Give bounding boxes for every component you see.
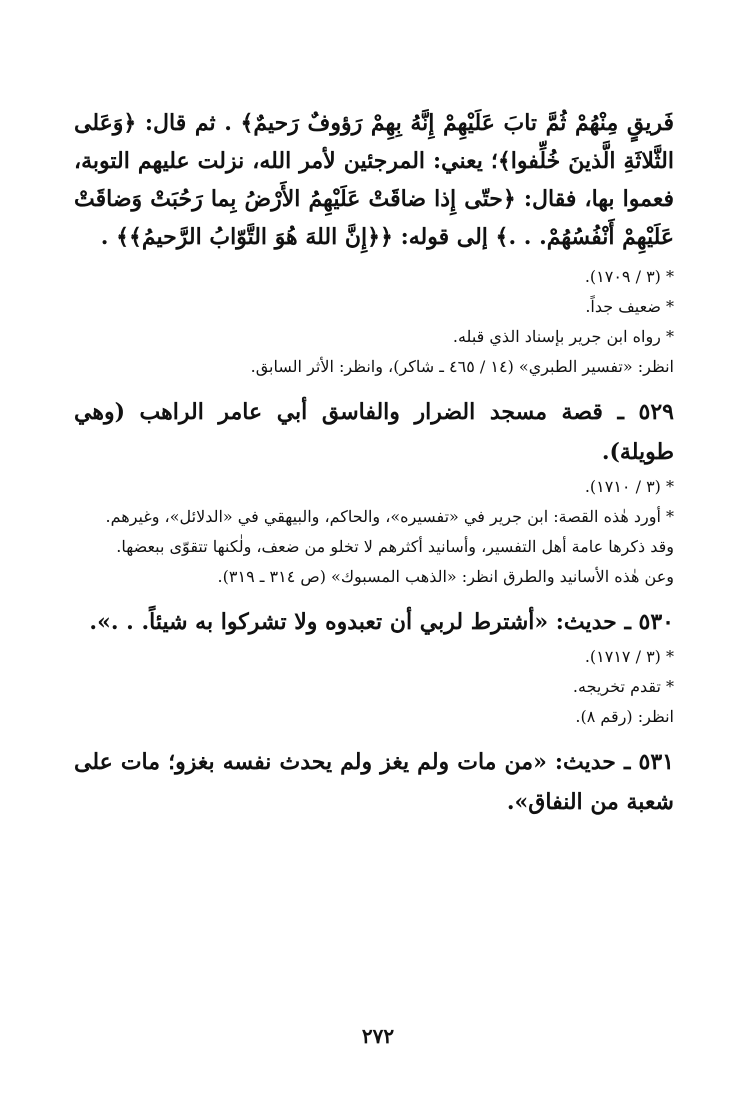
intro-paragraph: فَريقٍ مِنْهُمْ ثُمَّ تابَ عَلَيْهِمْ إِنَّهُ بِهِمْ رَؤوفٌ رَحيمٌ﴾ . ثم قال: ﴿وَعَلى الثَّلاثَةِ الَّذينَ خُلِّفوا﴾؛ يعني: المرجئين لأمر الله، نزلت عليهم التوبة، فعموا بها، فقال: ﴿حتّى إِذا ضاقَتْ عَلَيْهِمُ الأَرْضُ بِما رَحُبَتْ وَضاقَتْ عَلَيْهِمْ أَنْفُسُهُمْ. . .﴾ إلى قوله: ﴿﴿إِنَّ اللهَ هُوَ التَّوّابُ الرَّحيمُ﴾﴾ . [74,110,674,250]
heading-529: ٥٢٩ ـ قصة مسجد الضرار والفاسق أبي عامر الراهب (وهي طويلة). [74,399,674,465]
section-528-narration: * رواه ابن جرير بإسناد الذي قبله. [452,327,674,346]
section-528-grade: * ضعيف جداً. [585,297,674,316]
page-number: ٢٧٢ [361,1024,395,1048]
heading-530: ٥٣٠ ـ حديث: «أشترط لربي أن تعبدوه ولا تشركوا به شيئاً. . .». [89,609,674,635]
section-530-see-also: انظر: (رقم ٨). [575,707,674,726]
section-529-reference: * (٣ / ١٧١٠). [584,477,674,496]
heading-531: ٥٣١ ـ حديث: «من مات ولم يغز ولم يحدث نفسه بغزو؛ مات على شعبة من النفاق». [74,749,674,815]
section-529-text-2: وقد ذكرها عامة أهل التفسير، وأسانيد أكثرهم لا تخلو من ضعف، ولٰكنها تتقوّى ببعضها. [116,537,674,556]
section-530-reference: * (٣ / ١٧١٧). [584,647,674,666]
section-529-text-1: * أورد هٰذه القصة: ابن جرير في «تفسيره»، والحاكم، والبيهقي في «الدلائل»، وغيرهم. [105,507,674,526]
section-529-text-3: وعن هٰذه الأسانيد والطرق انظر: «الذهب المسبوك» (ص ٣١٤ ـ ٣١٩). [217,567,674,586]
section-528-reference: * (٣ / ١٧٠٩). [584,267,674,286]
section-530-text-1: * تقدم تخريجه. [572,677,674,696]
section-528-see-also: انظر: «تفسير الطبري» (١٤ / ٤٦٥ ـ شاكر)، وانظر: الأثر السابق. [250,357,674,376]
